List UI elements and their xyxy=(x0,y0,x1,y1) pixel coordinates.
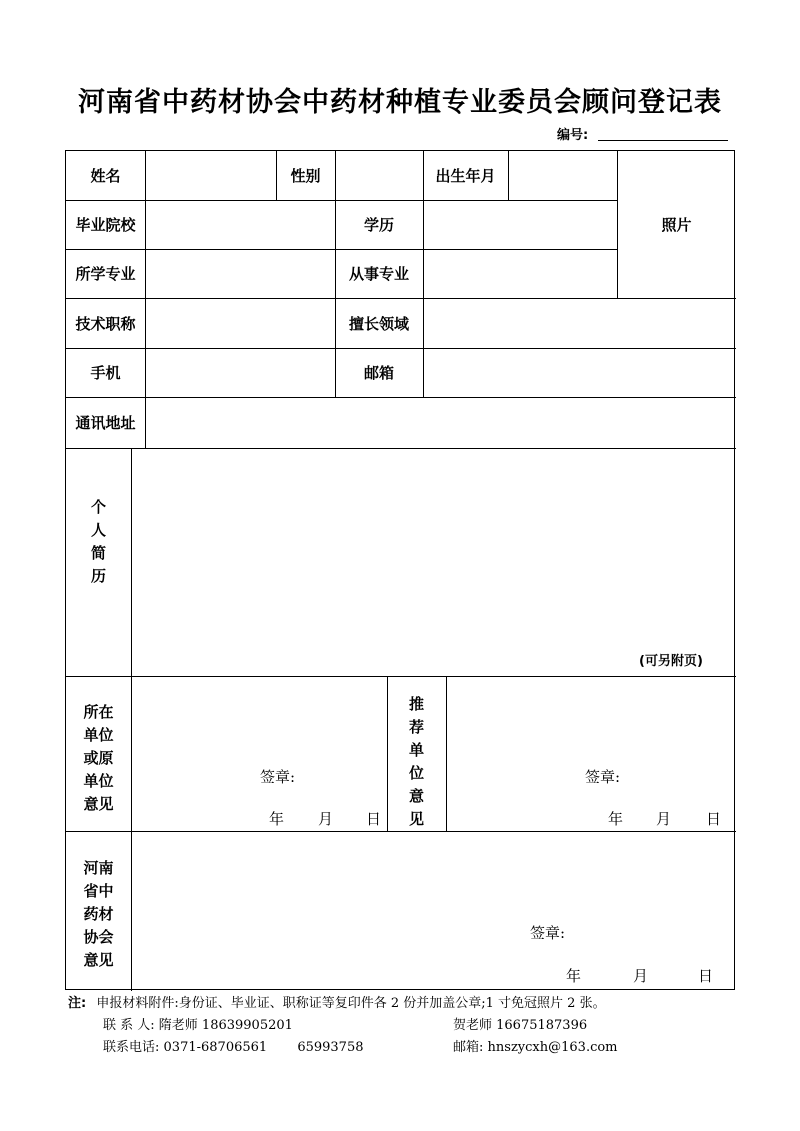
phone-1: 0371-68706561 xyxy=(163,1040,268,1055)
attach-page-note: (可另附页) xyxy=(639,654,703,669)
label-recommend-opinion: 推 荐 单 位 意 见 xyxy=(408,695,424,828)
label-gender: 性别 xyxy=(290,167,321,185)
email-input[interactable] xyxy=(424,348,736,397)
recommend-date-day: 日 xyxy=(706,810,722,828)
phone-2: 65993758 xyxy=(297,1040,364,1055)
recommend-date-month: 月 xyxy=(656,810,672,828)
unit-sign-label: 签章: xyxy=(260,768,296,786)
notes-prefix: 注: xyxy=(68,996,87,1011)
name-input[interactable] xyxy=(146,151,276,200)
association-sign-label: 签章: xyxy=(530,924,566,942)
unit-date-month: 月 xyxy=(318,810,334,828)
unit-date-year: 年 xyxy=(269,810,285,828)
notes-attachments: 申报材料附件:身份证、毕业证、职称证等复印件各 2 份并加盖公章;1 寸免冠照片 2 张。 xyxy=(96,996,606,1011)
label-major: 所学专业 xyxy=(75,265,136,283)
label-address: 通讯地址 xyxy=(75,414,136,432)
label-expertise: 擅长领域 xyxy=(348,314,409,333)
association-date-year: 年 xyxy=(566,967,582,985)
profession-input[interactable] xyxy=(424,249,617,298)
contact-person-1: 隋老师 18639905201 xyxy=(158,1018,293,1033)
label-profession: 从事专业 xyxy=(348,265,409,283)
address-input[interactable] xyxy=(146,397,736,448)
education-input[interactable] xyxy=(424,200,617,249)
registration-form xyxy=(65,150,735,990)
birth-input[interactable] xyxy=(509,151,617,200)
serial-number-label: 编号: xyxy=(557,128,589,143)
label-email: 邮箱 xyxy=(363,364,394,382)
label-resume: 个 人 简 历 xyxy=(90,498,106,585)
gender-input[interactable] xyxy=(336,151,423,200)
recommend-date-year: 年 xyxy=(608,810,624,828)
contact-email[interactable]: hnszycxh@163.com xyxy=(487,1040,618,1055)
label-title: 技术职称 xyxy=(75,314,136,333)
form-title: 河南省中药材协会中药材种植专业委员会顾问登记表 xyxy=(78,87,722,118)
recommend-opinion-area[interactable] xyxy=(447,677,736,831)
major-input[interactable] xyxy=(146,249,335,298)
phone-label: 联系电话: xyxy=(103,1040,160,1055)
label-birth: 出生年月 xyxy=(435,167,496,185)
photo-box[interactable]: 照片 xyxy=(661,216,692,234)
label-association-opinion: 河南 省中 药材 协会 意见 xyxy=(83,859,114,969)
mobile-input[interactable] xyxy=(146,348,335,397)
association-date-month: 月 xyxy=(633,967,649,985)
expertise-input[interactable] xyxy=(424,298,736,348)
label-school: 毕业院校 xyxy=(75,216,136,234)
label-unit-opinion: 所在 单位 或原 单位 意见 xyxy=(83,703,114,813)
unit-date-day: 日 xyxy=(366,810,382,828)
email-label: 邮箱: xyxy=(453,1040,484,1055)
title-input[interactable] xyxy=(146,298,335,348)
school-input[interactable] xyxy=(146,200,335,249)
serial-number-field[interactable] xyxy=(598,140,728,141)
label-name: 姓名 xyxy=(90,167,121,185)
label-education: 学历 xyxy=(363,216,394,234)
recommend-sign-label: 签章: xyxy=(585,768,621,786)
contact-person-2: 贺老师 16675187396 xyxy=(453,1018,588,1033)
resume-textarea[interactable] xyxy=(132,449,736,676)
association-date-day: 日 xyxy=(698,967,714,985)
label-mobile: 手机 xyxy=(90,364,121,382)
unit-opinion-area[interactable] xyxy=(132,677,387,831)
contact-label: 联 系 人: xyxy=(103,1018,155,1033)
